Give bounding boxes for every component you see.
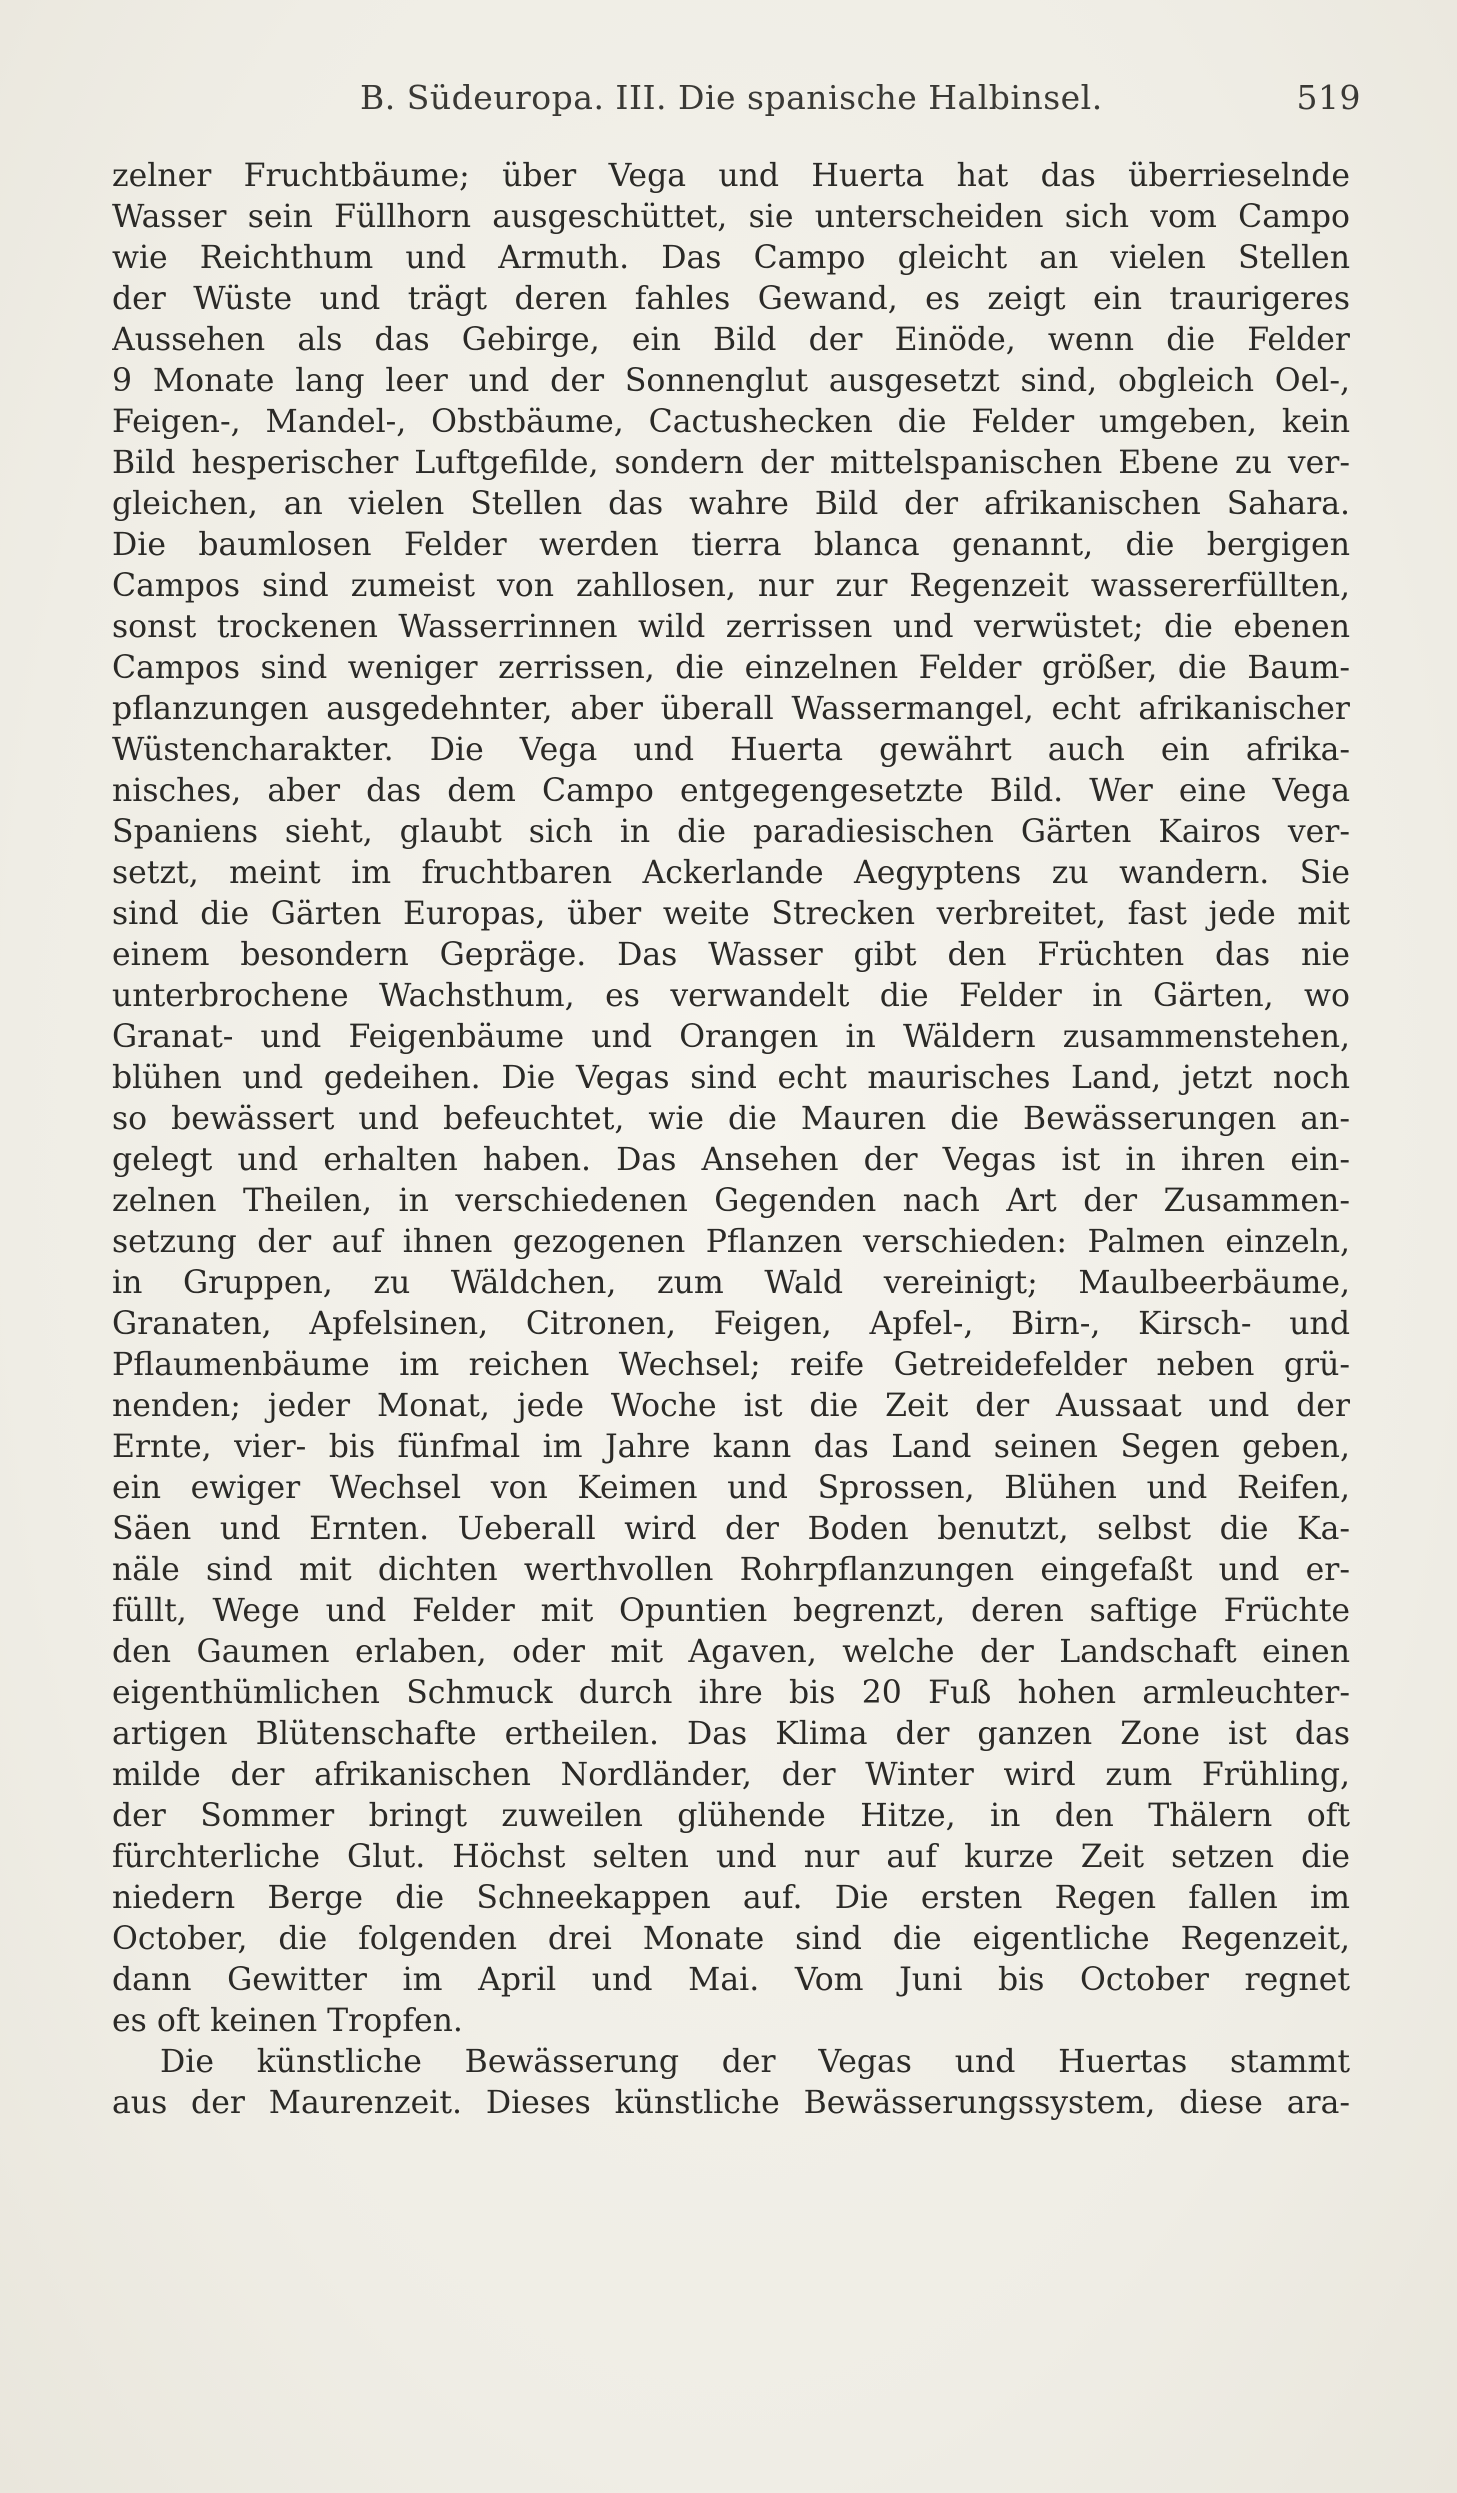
text-line: so bewässert und befeuchtet, wie die Mauren die Bewässerungen an- xyxy=(112,1101,1350,1137)
text-line: ein ewiger Wechsel von Keimen und Sprossen, Blühen und Reifen, xyxy=(112,1470,1350,1506)
text-line: wie Reichthum und Armuth. Das Campo gleicht an vielen Stellen xyxy=(112,240,1350,276)
text-line: Säen und Ernten. Ueberall wird der Boden benutzt, selbst die Ka- xyxy=(112,1511,1350,1547)
text-line: pflanzungen ausgedehnter, aber überall Wassermangel, echt afrikanischer xyxy=(112,691,1350,727)
text-line: blühen und gedeihen. Die Vegas sind echt maurisches Land, jetzt noch xyxy=(112,1060,1350,1096)
text-line: aus der Maurenzeit. Dieses künstliche Bewässerungssystem, diese ara- xyxy=(112,2085,1350,2121)
text-line: Granaten, Apfelsinen, Citronen, Feigen, Apfel-, Birn-, Kirsch- und xyxy=(112,1306,1350,1342)
running-head-title: B. Südeuropa. III. Die spanische Halbinsel. xyxy=(360,78,1103,117)
running-head xyxy=(120,78,1361,122)
text-line: sonst trockenen Wasserrinnen wild zerrissen und verwüstet; die ebenen xyxy=(112,609,1350,645)
text-line: einem besondern Gepräge. Das Wasser gibt den Früchten das nie xyxy=(112,937,1350,973)
text-line: setzung der auf ihnen gezogenen Pflanzen verschieden: Palmen einzeln, xyxy=(112,1224,1350,1260)
text-line: setzt, meint im fruchtbaren Ackerlande Aegyptens zu wandern. Sie xyxy=(112,855,1350,891)
text-line: Campos sind weniger zerrissen, die einzelnen Felder größer, die Baum- xyxy=(112,650,1350,686)
text-line: dann Gewitter im April und Mai. Vom Juni bis October regnet xyxy=(112,1962,1350,1998)
text-line: Aussehen als das Gebirge, ein Bild der Einöde, wenn die Felder xyxy=(112,322,1350,358)
text-line: 9 Monate lang leer und der Sonnenglut ausgesetzt sind, obgleich Oel-, xyxy=(112,363,1350,399)
paragraph-end-line: es oft keinen Tropfen. xyxy=(112,2003,463,2039)
text-line: Die baumlosen Felder werden tierra blanca genannt, die bergigen xyxy=(112,527,1350,563)
text-line: artigen Blütenschafte ertheilen. Das Klima der ganzen Zone ist das xyxy=(112,1716,1350,1752)
text-line: Ernte, vier- bis fünfmal im Jahre kann das Land seinen Segen geben, xyxy=(112,1429,1350,1465)
text-line: nisches, aber das dem Campo entgegengesetzte Bild. Wer eine Vega xyxy=(112,773,1350,809)
text-line: eigenthümlichen Schmuck durch ihre bis 20 Fuß hohen armleuchter- xyxy=(112,1675,1350,1711)
text-line: Spaniens sieht, glaubt sich in die paradiesischen Gärten Kairos ver- xyxy=(112,814,1350,850)
text-line: Pflaumenbäume im reichen Wechsel; reife Getreidefelder neben grü- xyxy=(112,1347,1350,1383)
text-line: zelner Fruchtbäume; über Vega und Huerta hat das überrieselnde xyxy=(112,158,1350,194)
text-line: der Wüste und trägt deren fahles Gewand, es zeigt ein traurigeres xyxy=(112,281,1350,317)
text-line: milde der afrikanischen Nordländer, der Winter wird zum Frühling, xyxy=(112,1757,1350,1793)
text-line: fürchterliche Glut. Höchst selten und nur auf kurze Zeit setzen die xyxy=(112,1839,1350,1875)
text-line: niedern Berge die Schneekappen auf. Die ersten Regen fallen im xyxy=(112,1880,1350,1916)
text-line: den Gaumen erlaben, oder mit Agaven, welche der Landschaft einen xyxy=(112,1634,1350,1670)
text-line: Bild hesperischer Luftgefilde, sondern der mittelspanischen Ebene zu ver- xyxy=(112,445,1350,481)
text-line: Wasser sein Füllhorn ausgeschüttet, sie unterscheiden sich vom Campo xyxy=(112,199,1350,235)
body-text xyxy=(112,156,1350,2124)
text-line: nenden; jeder Monat, jede Woche ist die Zeit der Aussaat und der xyxy=(112,1388,1350,1424)
text-line: näle sind mit dichten werthvollen Rohrpflanzungen eingefaßt und er- xyxy=(112,1552,1350,1588)
text-line: sind die Gärten Europas, über weite Strecken verbreitet, fast jede mit xyxy=(112,896,1350,932)
text-line: Feigen-, Mandel-, Obstbäume, Cactushecken die Felder umgeben, kein xyxy=(112,404,1350,440)
paragraph-start-line: Die künstliche Bewässerung der Vegas und Huertas stammt xyxy=(160,2044,1350,2080)
text-line: zelnen Theilen, in verschiedenen Gegenden nach Art der Zusammen- xyxy=(112,1183,1350,1219)
page-number: 519 xyxy=(1296,78,1361,117)
text-line: in Gruppen, zu Wäldchen, zum Wald vereinigt; Maulbeerbäume, xyxy=(112,1265,1350,1301)
text-line: Wüstencharakter. Die Vega und Huerta gewährt auch ein afrika- xyxy=(112,732,1350,768)
text-line: gleichen, an vielen Stellen das wahre Bild der afrikanischen Sahara. xyxy=(112,486,1350,522)
text-line: gelegt und erhalten haben. Das Ansehen der Vegas ist in ihren ein- xyxy=(112,1142,1350,1178)
text-line: füllt, Wege und Felder mit Opuntien begrenzt, deren saftige Früchte xyxy=(112,1593,1350,1629)
text-line: unterbrochene Wachsthum, es verwandelt die Felder in Gärten, wo xyxy=(112,978,1350,1014)
text-line: der Sommer bringt zuweilen glühende Hitze, in den Thälern oft xyxy=(112,1798,1350,1834)
text-line: Granat- und Feigenbäume und Orangen in Wäldern zusammenstehen, xyxy=(112,1019,1350,1055)
text-line: October, die folgenden drei Monate sind die eigentliche Regenzeit, xyxy=(112,1921,1350,1957)
text-line: Campos sind zumeist von zahllosen, nur zur Regenzeit wassererfüllten, xyxy=(112,568,1350,604)
